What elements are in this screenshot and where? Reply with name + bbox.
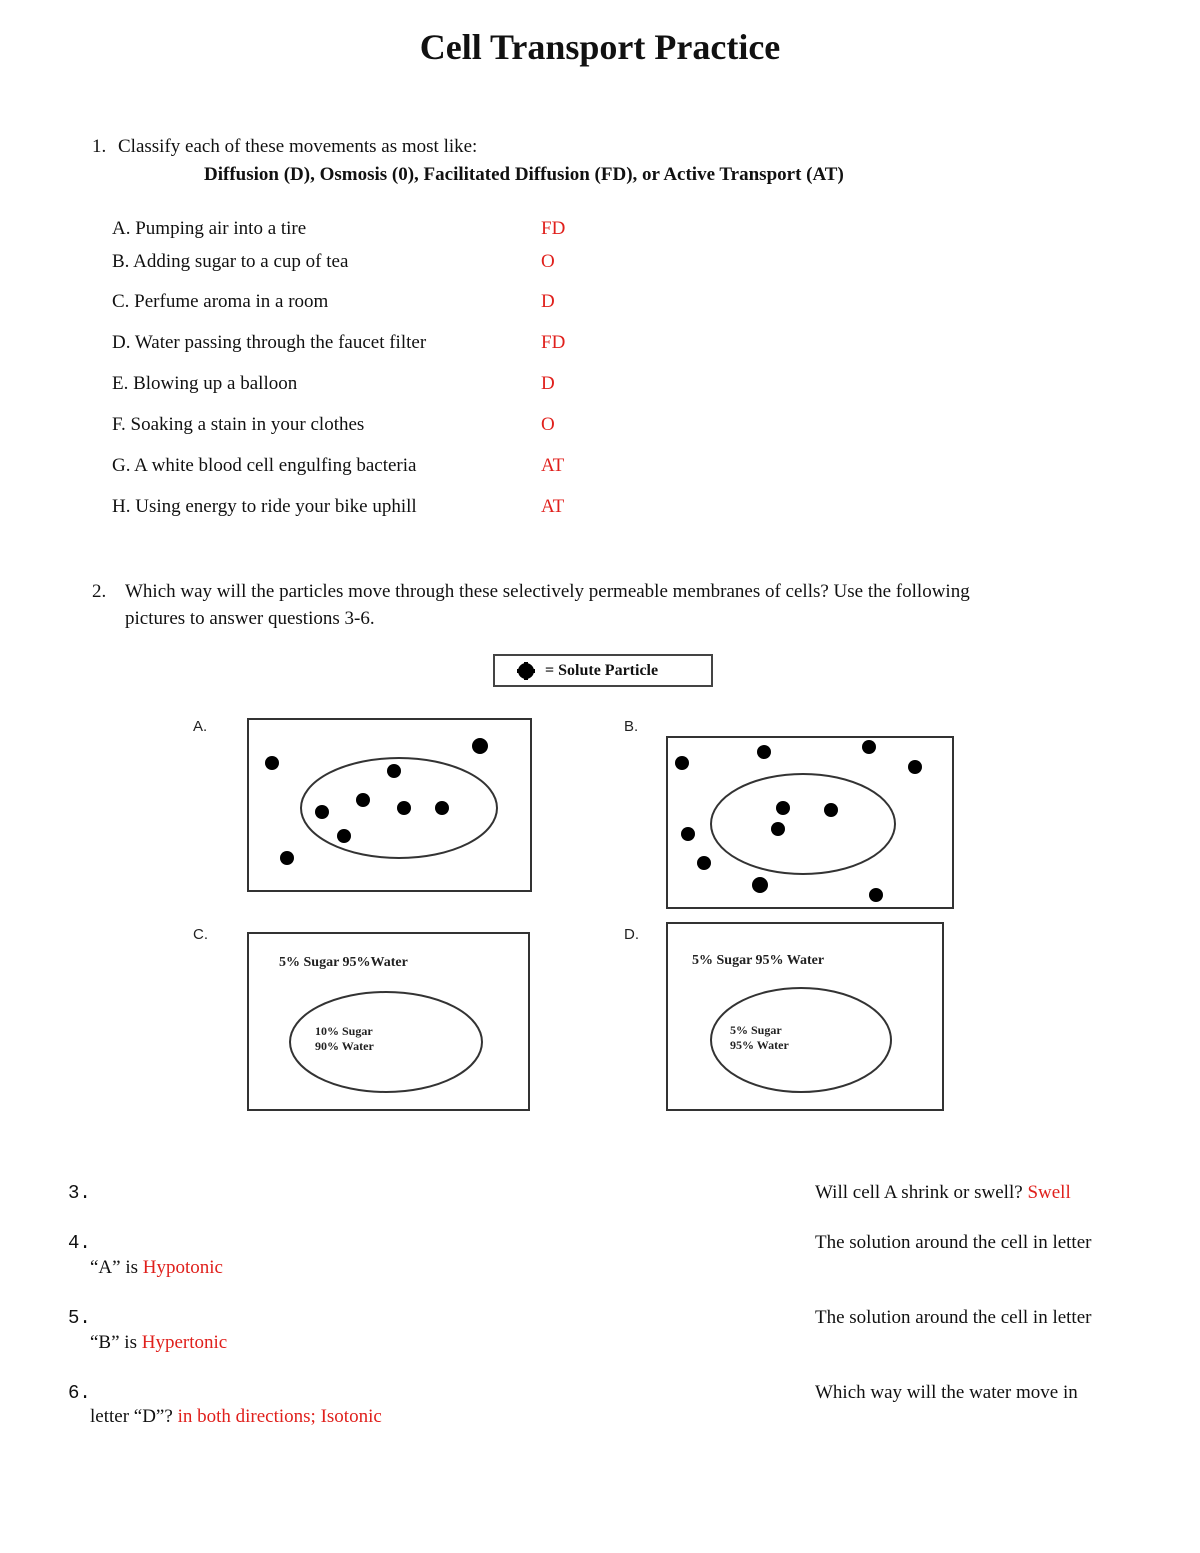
q1-item-h: H. Using energy to ride your bike uphill xyxy=(112,496,417,517)
q2-line2: pictures to answer questions 3-6. xyxy=(125,608,375,629)
q1-item-a: A. Pumping air into a tire xyxy=(112,218,307,239)
panel-c-inside-sugar: 10% Sugar xyxy=(315,1024,373,1038)
q1-answer-a: FD xyxy=(541,218,566,239)
q5-answer: Hypertonic xyxy=(141,1332,228,1353)
panel-d-inside-sugar: 5% Sugar xyxy=(730,1023,782,1037)
q5-cont-text: “B” is xyxy=(90,1332,137,1353)
q1-item-b: B. Adding sugar to a cup of tea xyxy=(112,251,349,272)
panel-d-diagram xyxy=(668,924,942,1109)
q1-prompt: Classify each of these movements as most like: xyxy=(118,136,478,157)
cell-membrane xyxy=(711,774,895,874)
q1-answer-g: AT xyxy=(541,455,565,476)
q1-item-g: G. A white blood cell engulfing bacteria xyxy=(112,455,417,476)
q6-answer: in both directions; Isotonic xyxy=(177,1406,382,1427)
q1-item-f: F. Soaking a stain in your clothes xyxy=(112,414,365,435)
q1-item-c: C. Perfume aroma in a room xyxy=(112,291,329,312)
q3-question: Will cell A shrink or swell? xyxy=(815,1182,1023,1203)
panel-a-label: A. xyxy=(193,718,208,735)
panel-c-outside-text: 5% Sugar 95%Water xyxy=(279,955,408,970)
panel-d-label: D. xyxy=(624,926,639,943)
q1-item-d: D. Water passing through the faucet filter xyxy=(112,332,427,353)
q4-question: The solution around the cell in letter xyxy=(815,1232,1092,1253)
q1-answer-b: O xyxy=(541,251,555,272)
panel-c-inside-water: 90% Water xyxy=(315,1039,374,1053)
legend-text: = Solute Particle xyxy=(545,662,659,679)
q2-number: 2. xyxy=(92,581,107,602)
panel-a-diagram xyxy=(249,720,530,890)
q4-answer: Hypotonic xyxy=(142,1257,223,1278)
q6-number: 6. xyxy=(68,1382,91,1404)
q6-continuation xyxy=(90,1406,382,1428)
q3-text xyxy=(815,1182,1071,1204)
q1-answer-c: D xyxy=(541,291,555,312)
panel-b-diagram xyxy=(668,738,952,907)
q1-number: 1. xyxy=(92,136,107,157)
panel-d xyxy=(666,922,944,1111)
q2-line1: Which way will the particles move through these selectively permeable membranes of cells? Use the following xyxy=(125,581,970,602)
panel-b-label: B. xyxy=(624,718,639,735)
q5-continuation xyxy=(90,1332,227,1354)
panel-d-inside-water: 95% Water xyxy=(730,1038,789,1052)
q4-number: 4. xyxy=(68,1232,91,1254)
panel-c-diagram xyxy=(249,934,528,1109)
q4-cont-text: “A” is xyxy=(90,1257,139,1278)
panel-a xyxy=(247,718,532,892)
q1-answer-f: O xyxy=(541,414,555,435)
panel-d-outside-text: 5% Sugar 95% Water xyxy=(692,953,825,968)
panel-c-label: C. xyxy=(193,926,208,943)
q5-question: The solution around the cell in letter xyxy=(815,1307,1092,1328)
q1-categories: Diffusion (D), Osmosis (0), Facilitated Diffusion (FD), or Active Transport (AT) xyxy=(204,164,844,185)
solute-particle-icon xyxy=(513,660,541,682)
q5-number: 5. xyxy=(68,1307,91,1329)
q3-answer: Swell xyxy=(1027,1182,1071,1203)
q6-question: Which way will the water move in xyxy=(815,1382,1078,1403)
q6-cont-text: letter “D”? xyxy=(90,1406,173,1427)
panel-b xyxy=(666,736,954,909)
q3-number: 3. xyxy=(68,1182,91,1204)
panel-c xyxy=(247,932,530,1111)
q1-item-e: E. Blowing up a balloon xyxy=(112,373,298,394)
legend-box xyxy=(493,654,713,687)
page-title: Cell Transport Practice xyxy=(419,27,781,67)
q1-answer-e: D xyxy=(541,373,555,394)
solute-particles xyxy=(265,738,488,865)
q1-answer-d: FD xyxy=(541,332,566,353)
q4-continuation xyxy=(90,1257,223,1279)
q1-answer-h: AT xyxy=(541,496,565,517)
